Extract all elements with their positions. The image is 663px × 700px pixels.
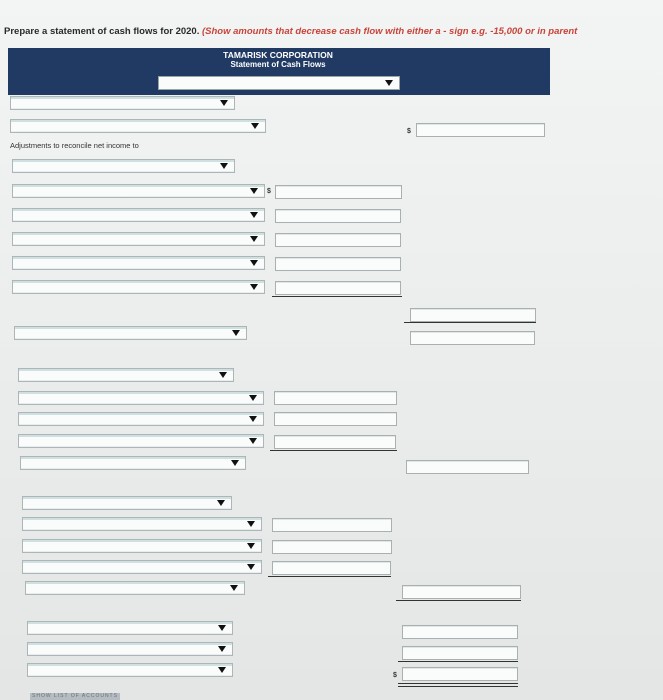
ending-cash-select[interactable] <box>27 663 233 677</box>
double-underline-bottom <box>398 686 518 687</box>
subtotal-underline <box>270 450 397 451</box>
chevron-down-icon <box>247 543 255 549</box>
chevron-down-icon <box>250 260 258 266</box>
chevron-down-icon <box>251 123 259 129</box>
investing-select-1[interactable] <box>18 391 264 405</box>
chevron-down-icon <box>217 500 225 506</box>
statement-header <box>8 48 550 95</box>
chevron-down-icon <box>250 284 258 290</box>
net-change-amount[interactable] <box>402 625 518 639</box>
investing-header-select[interactable] <box>18 368 234 382</box>
dollar-sign: $ <box>407 128 411 135</box>
chevron-down-icon <box>220 100 228 106</box>
chevron-down-icon <box>249 438 257 444</box>
investing-total-amount[interactable] <box>406 460 529 474</box>
subtotal-underline <box>268 576 391 577</box>
chevron-down-icon <box>218 625 226 631</box>
chevron-down-icon <box>220 163 228 169</box>
net-change-select[interactable] <box>27 621 233 635</box>
period-select[interactable] <box>158 76 400 90</box>
beginning-cash-amount[interactable] <box>402 646 518 660</box>
chevron-down-icon <box>250 212 258 218</box>
investing-select-3[interactable] <box>18 434 264 448</box>
operating-total-select[interactable] <box>14 326 247 340</box>
investing-total-select[interactable] <box>20 456 246 470</box>
account-select-2[interactable] <box>10 119 266 133</box>
financing-amount-1[interactable] <box>272 518 392 532</box>
financing-total-amount[interactable] <box>402 585 521 599</box>
financing-total-select[interactable] <box>25 581 245 595</box>
account-select-1[interactable] <box>10 96 235 110</box>
financing-select-2[interactable] <box>22 539 262 553</box>
subtotal-underline <box>272 296 402 297</box>
chevron-down-icon <box>249 416 257 422</box>
beginning-cash-select[interactable] <box>27 642 233 656</box>
adjustment-select-1[interactable] <box>12 159 235 173</box>
chevron-down-icon <box>385 80 393 86</box>
adjustment-select-5[interactable] <box>12 256 265 270</box>
chevron-down-icon <box>218 646 226 652</box>
chevron-down-icon <box>247 521 255 527</box>
double-underline-top <box>398 683 518 684</box>
chevron-down-icon <box>230 585 238 591</box>
chevron-down-icon <box>219 372 227 378</box>
chevron-down-icon <box>250 188 258 194</box>
operating-total-amount[interactable] <box>410 331 535 345</box>
total-underline <box>396 600 521 601</box>
adjustment-amount-4[interactable] <box>275 257 401 271</box>
investing-amount-2[interactable] <box>274 412 397 426</box>
chevron-down-icon <box>249 395 257 401</box>
adjustments-label: Adjustments to reconcile net income to <box>10 141 139 150</box>
adjustment-select-3[interactable] <box>12 208 265 222</box>
statement-title: Statement of Cash Flows <box>230 60 326 69</box>
total-underline <box>404 322 536 323</box>
instructions <box>4 26 577 37</box>
instructions-main: Prepare a statement of cash flows for 2020. <box>4 26 202 37</box>
dollar-sign: $ <box>267 188 271 195</box>
chevron-down-icon <box>231 460 239 466</box>
dollar-sign: $ <box>393 672 397 679</box>
company-name: TAMARISK CORPORATION <box>223 50 333 60</box>
instructions-note: (Show amounts that decrease cash flow with either a - sign e.g. -15,000 or in parent <box>202 26 578 37</box>
investing-amount-1[interactable] <box>274 391 397 405</box>
amount-input-net-income[interactable] <box>416 123 545 137</box>
financing-amount-3[interactable] <box>272 561 391 575</box>
chevron-down-icon <box>232 330 240 336</box>
adjustment-amount-3[interactable] <box>275 233 401 247</box>
chevron-down-icon <box>218 667 226 673</box>
total-underline <box>398 661 518 662</box>
investing-amount-3[interactable] <box>274 435 396 449</box>
financing-amount-2[interactable] <box>272 540 392 554</box>
financing-header-select[interactable] <box>22 496 232 510</box>
show-accounts-button[interactable]: SHOW LIST OF ACCOUNTS <box>30 693 120 700</box>
chevron-down-icon <box>250 236 258 242</box>
adjustment-select-2[interactable] <box>12 184 265 198</box>
adjustment-amount-1[interactable] <box>275 185 402 199</box>
ending-cash-amount[interactable] <box>402 667 518 681</box>
adjustments-total[interactable] <box>410 308 536 322</box>
financing-select-3[interactable] <box>22 560 262 574</box>
adjustment-amount-5[interactable] <box>275 281 401 295</box>
adjustment-select-4[interactable] <box>12 232 265 246</box>
chevron-down-icon <box>247 564 255 570</box>
adjustment-select-6[interactable] <box>12 280 265 294</box>
financing-select-1[interactable] <box>22 517 262 531</box>
investing-select-2[interactable] <box>18 412 264 426</box>
adjustment-amount-2[interactable] <box>275 209 401 223</box>
